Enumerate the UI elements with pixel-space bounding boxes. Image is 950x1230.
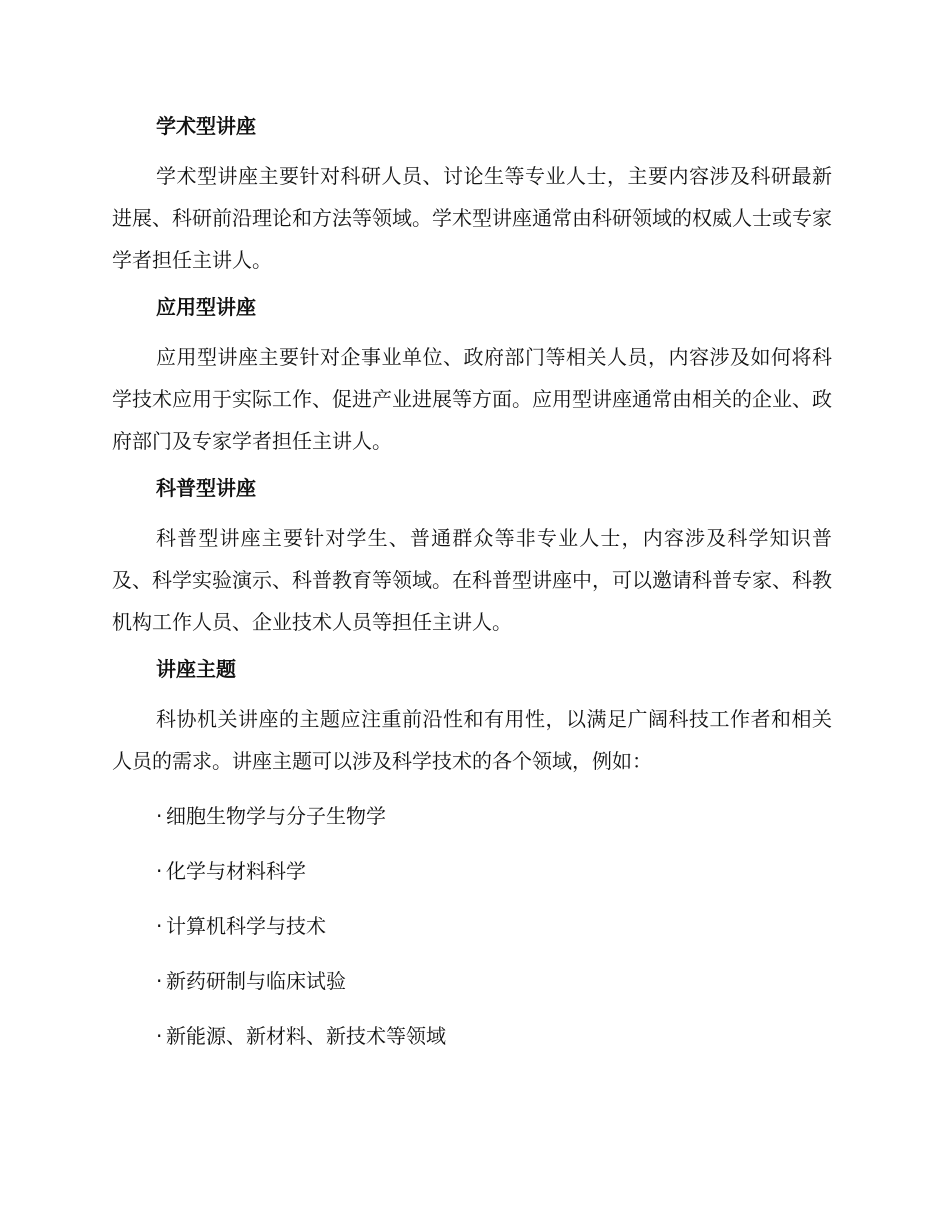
bullet-icon: · [156, 914, 163, 938]
section-heading-academic: 学术型讲座 [156, 114, 256, 138]
section-body-topics: 科协机关讲座的主题应注重前沿性和有用性，以满足广阔科技工作者和相关人员的需求。讲座主题可以涉及科学技术的各个领域，例如： [112, 707, 832, 773]
section-body-academic: 学术型讲座主要针对科研人员、讨论生等专业人士，主要内容涉及科研最新进展、科研前沿理论和方法等领域。学术型讲座通常由科研领域的权威人士或专家学者担任主讲人。 [112, 164, 832, 272]
list-item [112, 1020, 832, 1052]
document-page [112, 110, 832, 1075]
list-item [112, 800, 832, 832]
list-item [112, 965, 832, 997]
list-item-text: 细胞生物学与分子生物学 [166, 804, 386, 828]
section-heading-applied: 应用型讲座 [156, 295, 256, 319]
section-heading-topics: 讲座主题 [156, 657, 236, 681]
bullet-icon: · [156, 1024, 163, 1048]
bullet-icon: · [156, 804, 163, 828]
list-item [112, 855, 832, 887]
bullet-icon: · [156, 859, 163, 883]
list-item-text: 化学与材料科学 [166, 859, 306, 883]
section-heading-popular-science: 科普型讲座 [156, 476, 256, 500]
list-item-text: 计算机科学与技术 [166, 914, 326, 938]
section-body-popular-science: 科普型讲座主要针对学生、普通群众等非专业人士，内容涉及科学知识普及、科学实验演示、科普教育等领域。在科普型讲座中，可以邀请科普专家、科教机构工作人员、企业技术人员等担任主讲人。 [112, 526, 832, 634]
section-body-applied: 应用型讲座主要针对企事业单位、政府部门等相关人员，内容涉及如何将科学技术应用于实际工作、促进产业进展等方面。应用型讲座通常由相关的企业、政府部门及专家学者担任主讲人。 [112, 345, 832, 453]
list-item-text: 新能源、新材料、新技术等领域 [166, 1024, 446, 1048]
list-item [112, 910, 832, 942]
bullet-icon: · [156, 969, 163, 993]
list-item-text: 新药研制与临床试验 [166, 969, 346, 993]
